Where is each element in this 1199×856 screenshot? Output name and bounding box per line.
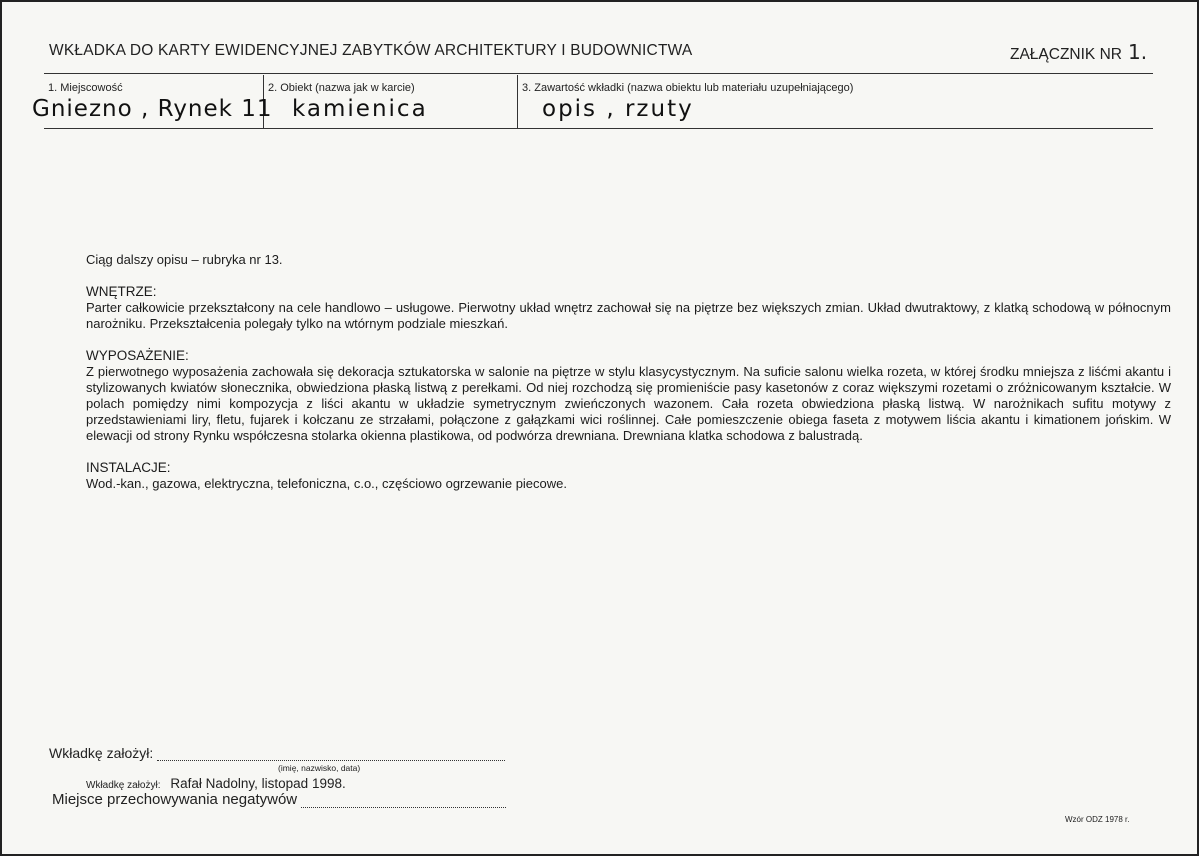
created-by-hint: (imię, nazwisko, data) (278, 763, 361, 773)
locality-label: 1. Miejscowość (48, 82, 123, 94)
created-by-row (49, 745, 505, 761)
content-label: 3. Zawartość wkładki (nazwa obiektu lub materiału uzupełniającego) (522, 82, 854, 94)
negatives-label: Miejsce przechowywania negatywów (52, 791, 298, 808)
negatives-row (52, 791, 506, 808)
content-value: opis , rzuty (542, 96, 694, 122)
section-interior (86, 284, 1171, 332)
annex-number: 1. (1127, 40, 1148, 64)
section-text: Wod.-kan., gazowa, elektryczna, telefoniczna, c.o., częściowo ogrzewanie piecowe. (86, 476, 567, 491)
annex-label (1010, 40, 1147, 64)
created-by-label: Wkładkę założył: (49, 745, 154, 761)
locality-value: Gniezno , Rynek 11 (32, 96, 273, 122)
negatives-dotted-line (301, 795, 506, 808)
section-text: Parter całkowicie przekształcony na cele handlowo – usługowe. Pierwotny układ wnętrz zachował się na piętrze bez większych zmian. Układ dwutraktowy, z klatką schodową w północnym narożniku. Przekształcenia polegały tylko na wtórnym podziale mieszkań. (86, 300, 1171, 331)
object-value: kamienica (292, 96, 428, 122)
created-by-small-label: Wkładkę założył: (86, 780, 161, 791)
form-pattern-note: Wzór ODZ 1978 r. (1065, 815, 1130, 824)
created-by-filled-row (86, 775, 346, 791)
section-title: WYPOSAŻENIE: (86, 348, 189, 363)
form-title: WKŁADKA DO KARTY EWIDENCYJNEJ ZABYTKÓW ARCHITEKTURY I BUDOWNICTWA (49, 42, 693, 59)
section-installations (86, 460, 1171, 492)
object-label: 2. Obiekt (nazwa jak w karcie) (268, 82, 415, 94)
annex-label-text: ZAŁĄCZNIK NR (1010, 46, 1122, 63)
section-title: INSTALACJE: (86, 460, 171, 475)
section-title: WNĘTRZE: (86, 284, 157, 299)
fields-bottom-rule (44, 128, 1153, 129)
top-rule (44, 73, 1153, 74)
created-by-dotted-line (157, 748, 505, 761)
continuation-note: Ciąg dalszy opisu – rubryka nr 13. (86, 252, 283, 267)
created-by-value: Rafał Nadolny, listopad 1998. (170, 776, 346, 791)
section-text: Z pierwotnego wyposażenia zachowała się dekoracja sztukatorska w salonie na piętrze w stylu klasycystycznym. Na suficie salonu wielka rozeta, w której środku mniejsza z liśćmi akantu i stylizowanych kwiatów słonecznika, obwiedziona płaską listwą z perełkami. Od niej rozchodzą się promieniście pasy kasetonów z coraz większymi rozetami o zróżnicowanym kształcie. W polach pomiędzy nimi kompozycja z liści akantu w układzie symetrycznym zwieńczonych wazonem. Cała rozeta obwiedziona płaską listwą. W narożnikach sufitu motywy z przedstawieniami liry, fletu, fujarek i kołczanu ze strzałami, połączone z gałązkami wici roślinnej. Całe pomieszczenie obiega faseta z motywem liścia akantu i kimationem jońskim. W elewacji od strony Rynku współczesna stolarka okienna plastikowa, od podwórza drewniana. Drewniana klatka schodowa z balustradą. (86, 364, 1171, 443)
description-body (86, 252, 1171, 492)
section-furnishing (86, 348, 1171, 444)
field-divider-2 (517, 75, 518, 128)
